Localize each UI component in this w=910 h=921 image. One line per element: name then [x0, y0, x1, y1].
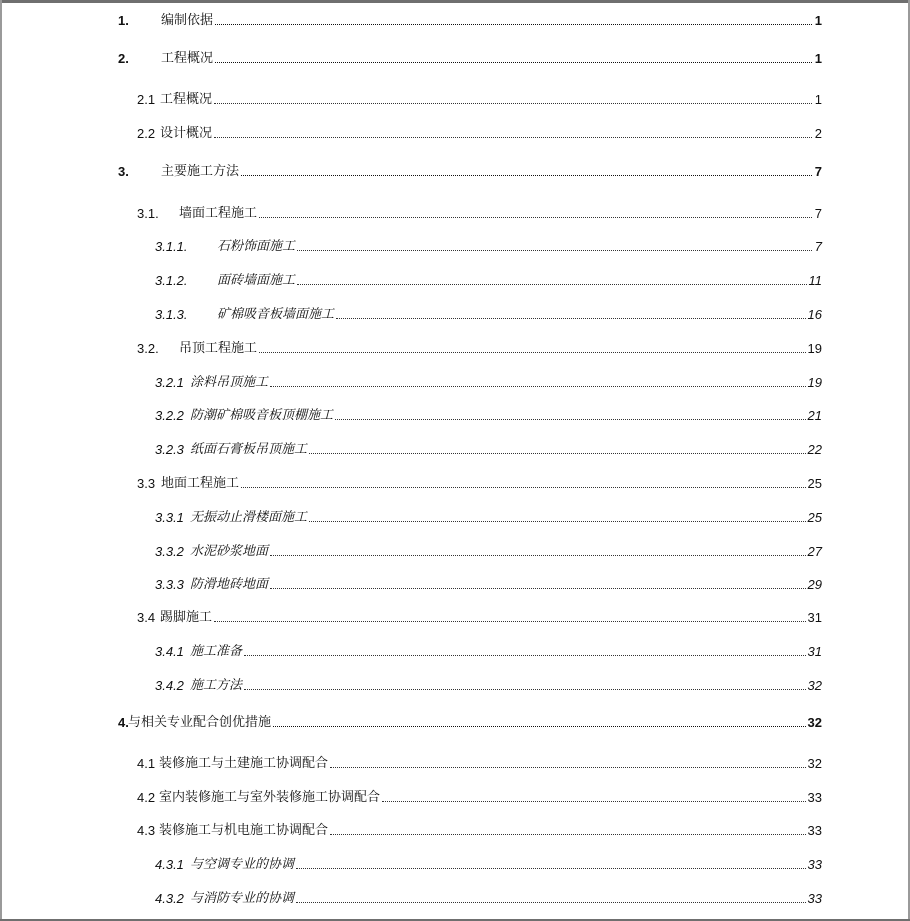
- toc-entry-page: 7: [814, 206, 822, 221]
- toc-dot-leader: [335, 419, 806, 420]
- toc-entry-4-1[interactable]: [137, 753, 822, 771]
- toc-entry-number: 1.: [118, 13, 129, 28]
- toc-entry-title: 编制依据: [161, 13, 214, 28]
- toc-entry-page: 25: [807, 510, 822, 525]
- toc-dot-leader: [309, 453, 806, 454]
- toc-entry-title: 吊顶工程施工: [179, 341, 258, 356]
- toc-entry-number: 4.1: [137, 756, 156, 771]
- toc-entry-page: 1: [814, 13, 822, 28]
- toc-entry-1[interactable]: [118, 10, 822, 28]
- toc-entry-number: 3.3: [137, 476, 156, 491]
- toc-entry-page: 21: [807, 408, 822, 423]
- toc-entry-number: 3.2.2: [155, 408, 184, 423]
- toc-dot-leader: [241, 487, 806, 488]
- toc-entry-page: 2: [814, 126, 822, 141]
- toc-entry-number: 3.2.1: [155, 375, 184, 390]
- toc-dot-leader: [214, 103, 812, 104]
- toc-entry-3-3[interactable]: [137, 473, 822, 491]
- toc-entry-title: 装修施工与土建施工协调配合: [159, 756, 329, 771]
- toc-dot-leader: [244, 655, 806, 656]
- toc-dot-leader: [270, 386, 806, 387]
- toc-entry-number: 3.1.3.: [155, 307, 188, 322]
- toc-entry-title: 纸面石膏板吊顶施工: [190, 442, 308, 457]
- toc-entry-number: 4.3.2: [155, 891, 184, 906]
- toc-entry-number: 4.3.1: [155, 857, 184, 872]
- toc-entry-4[interactable]: [118, 712, 822, 730]
- toc-entry-page: 7: [814, 164, 822, 179]
- toc-entry-number: 2.: [118, 51, 129, 66]
- toc-entry-number: 4.2: [137, 790, 156, 805]
- toc-dot-leader: [273, 726, 806, 727]
- toc-dot-leader: [296, 902, 806, 903]
- toc-entry-page: 19: [807, 375, 822, 390]
- toc-entry-number: 2.2: [137, 126, 156, 141]
- toc-entry-page: 31: [807, 610, 822, 625]
- toc-entry-number: 3.4.1: [155, 644, 184, 659]
- toc-entry-4-3[interactable]: [137, 820, 822, 838]
- toc-dot-leader: [330, 834, 806, 835]
- toc-entry-3-2[interactable]: [137, 338, 822, 356]
- toc-entry-number: 2.1: [137, 92, 156, 107]
- toc-entry-number: 3.2.: [137, 341, 159, 356]
- toc-entry-3-1-1[interactable]: [155, 236, 822, 254]
- toc-entry-3-2-1[interactable]: [155, 372, 822, 390]
- toc-entry-page: 11: [808, 273, 822, 288]
- toc-entry-page: 32: [807, 756, 822, 771]
- toc-entry-title: 防滑地砖地面: [190, 577, 269, 592]
- toc-entry-number: 3.3.1: [155, 510, 184, 525]
- toc-entry-3-2-3[interactable]: [155, 439, 822, 457]
- toc-entry-page: 29: [807, 577, 822, 592]
- toc-entry-title: 设计概况: [160, 126, 213, 141]
- toc-dot-leader: [270, 555, 806, 556]
- toc-entry-3-3-1[interactable]: [155, 507, 822, 525]
- toc-entry-title: 与相关专业配合创优措施: [128, 715, 272, 730]
- toc-entry-page: 1: [814, 51, 822, 66]
- toc-entry-title: 涂料吊顶施工: [190, 375, 269, 390]
- toc-entry-4-3-2[interactable]: [155, 888, 822, 906]
- toc-entry-title: 与消防专业的协调: [190, 891, 295, 906]
- toc-entry-page: 31: [807, 644, 822, 659]
- toc-entry-3[interactable]: [118, 161, 822, 179]
- toc-entry-page: 16: [807, 307, 822, 322]
- toc-entry-title: 地面工程施工: [161, 476, 240, 491]
- toc-entry-number: 3.3.2: [155, 544, 184, 559]
- toc-entry-title: 施工方法: [190, 678, 243, 693]
- toc-entry-number: 3.1.: [137, 206, 159, 221]
- toc-dot-leader: [259, 217, 812, 218]
- toc-entry-title: 工程概况: [161, 51, 214, 66]
- toc-entry-title: 踢脚施工: [160, 610, 213, 625]
- toc-entry-page: 19: [807, 341, 822, 356]
- toc-entry-page: 32: [807, 715, 822, 730]
- toc-entry-number: 3.: [118, 164, 129, 179]
- toc-entry-3-4-1[interactable]: [155, 641, 822, 659]
- toc-entry-title: 矿棉吸音板墙面施工: [217, 307, 335, 322]
- toc-dot-leader: [241, 175, 812, 176]
- toc-dot-leader: [297, 250, 812, 251]
- toc-entry-3-3-3[interactable]: [155, 574, 822, 592]
- toc-entry-page: 32: [807, 678, 822, 693]
- toc-dot-leader: [270, 588, 806, 589]
- toc-dot-leader: [259, 352, 806, 353]
- toc-entry-3-1-2[interactable]: [155, 270, 822, 288]
- toc-dot-leader: [297, 284, 806, 285]
- toc-entry-title: 与空调专业的协调: [190, 857, 295, 872]
- toc-dot-leader: [336, 318, 806, 319]
- toc-entry-title: 水泥砂浆地面: [190, 544, 269, 559]
- toc-entry-3-1-3[interactable]: [155, 304, 822, 322]
- toc-entry-title: 无振动止滑楼面施工: [190, 510, 308, 525]
- toc-entry-2[interactable]: [118, 48, 822, 66]
- toc-entry-number: 3.1.1.: [155, 239, 188, 254]
- toc-entry-page: 22: [807, 442, 822, 457]
- toc-entry-4-3-1[interactable]: [155, 854, 822, 872]
- toc-entry-title: 石粉饰面施工: [217, 239, 296, 254]
- toc-entry-number: 4.3: [137, 823, 156, 838]
- toc-entry-page: 33: [807, 823, 822, 838]
- toc-entry-3-2-2[interactable]: [155, 405, 822, 423]
- toc-entry-4-2[interactable]: [137, 787, 822, 805]
- toc-entry-title: 墙面工程施工: [179, 206, 258, 221]
- toc-entry-3-4[interactable]: [137, 607, 822, 625]
- toc-entry-title: 主要施工方法: [161, 164, 240, 179]
- toc-entry-number: 3.3.3: [155, 577, 184, 592]
- toc-dot-leader: [214, 621, 806, 622]
- toc-entry-number: 3.4: [137, 610, 156, 625]
- toc-dot-leader: [382, 801, 806, 802]
- toc-entry-3-1[interactable]: [137, 203, 822, 221]
- toc-dot-leader: [309, 521, 806, 522]
- toc-entry-title: 施工准备: [190, 644, 243, 659]
- toc-entry-title: 工程概况: [160, 92, 213, 107]
- toc-dot-leader: [296, 868, 806, 869]
- toc-entry-3-4-2[interactable]: [155, 675, 822, 693]
- toc-dot-leader: [330, 767, 806, 768]
- toc-entry-number: 4.: [118, 715, 129, 730]
- toc-entry-number: 3.2.3: [155, 442, 184, 457]
- toc-entry-page: 25: [807, 476, 822, 491]
- toc-entry-title: 室内装修施工与室外装修施工协调配合: [159, 790, 381, 805]
- toc-entry-title: 装修施工与机电施工协调配合: [159, 823, 329, 838]
- toc-entry-3-3-2[interactable]: [155, 541, 822, 559]
- toc-entry-page: 7: [814, 239, 822, 254]
- toc-entry-number: 3.1.2.: [155, 273, 188, 288]
- toc-dot-leader: [215, 24, 812, 25]
- toc-entry-page: 33: [807, 790, 822, 805]
- toc-entry-2-2[interactable]: [137, 123, 822, 141]
- toc-entry-page: 1: [814, 92, 822, 107]
- toc-entry-2-1[interactable]: [137, 89, 822, 107]
- toc-entry-page: 33: [807, 857, 822, 872]
- toc-dot-leader: [244, 689, 806, 690]
- toc-entry-title: 防潮矿棉吸音板顶棚施工: [190, 408, 334, 423]
- toc-dot-leader: [214, 137, 812, 138]
- toc-entry-page: 33: [807, 891, 822, 906]
- toc-entry-number: 3.4.2: [155, 678, 184, 693]
- toc-entry-page: 27: [807, 544, 822, 559]
- toc-entry-title: 面砖墙面施工: [217, 273, 296, 288]
- toc-dot-leader: [215, 62, 812, 63]
